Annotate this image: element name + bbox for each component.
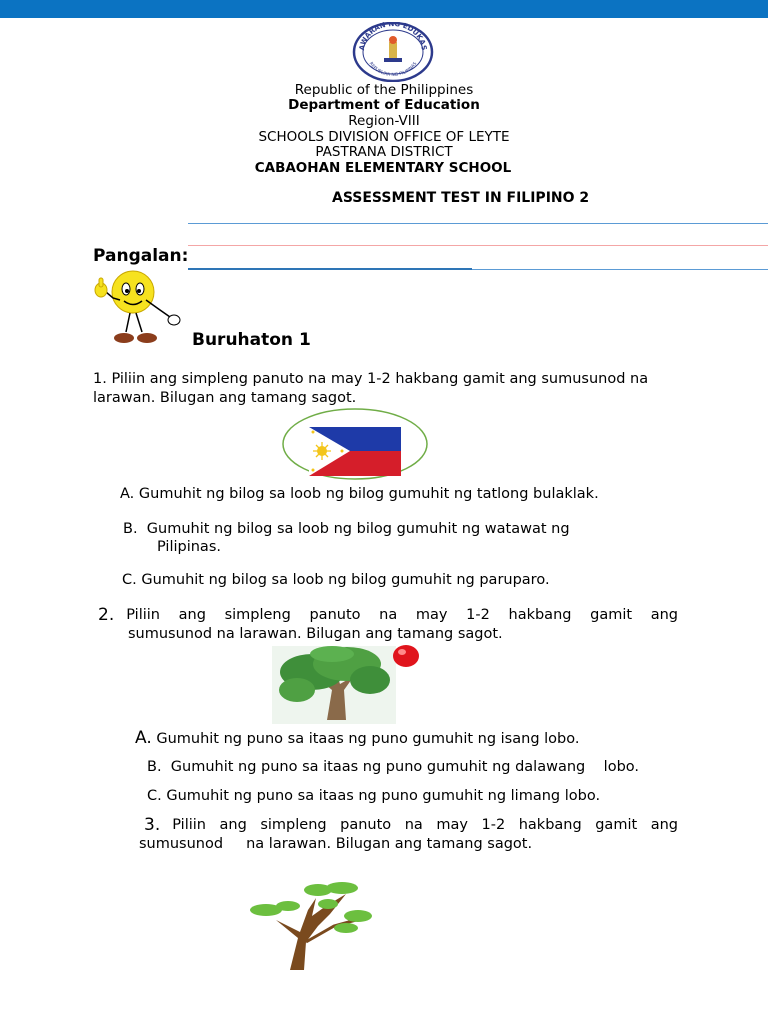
option-letter: B. (123, 521, 138, 537)
question-1 (93, 370, 678, 408)
red-rule (188, 245, 768, 246)
question-1-option-b-continued: Pilipinas. (157, 539, 221, 555)
question-1-option-b (123, 520, 570, 539)
option-text: Gumuhit ng puno sa itaas ng puno gumuhit ng limang lobo. (166, 788, 601, 804)
option-text: Gumuhit ng puno sa itaas ng puno gumuhit ng dalawang lobo. (170, 759, 640, 775)
question-2-option-c (147, 787, 600, 806)
option-letter: A. (120, 486, 135, 502)
philippine-flag-image (282, 408, 430, 480)
question-2-number: 2. (98, 605, 115, 625)
question-2 (98, 606, 678, 644)
question-1-option-a (120, 485, 599, 504)
question-2-line-1: Piliin ang simpleng panuto na may 1-2 hakbang gamit ang (126, 607, 678, 623)
question-3-line-2: sumusunod na larawan. Bilugan ang tamang sagot. (139, 836, 533, 852)
question-2-line-2: sumusunod na larawan. Bilugan ang tamang sagot. (128, 626, 503, 642)
question-1-number: 1. (93, 371, 107, 387)
header-division: SCHOOLS DIVISION OFFICE OF LEYTE (258, 129, 510, 145)
thumbs-up-mascot-image (90, 270, 185, 350)
question-1-text: Piliin ang simpleng panuto na may 1-2 hakbang gamit ang sumusunod na larawan. Bilugan ang tamang sagot. (93, 371, 649, 406)
option-letter: C. (122, 572, 137, 588)
header-republic: Republic of the Philippines (294, 82, 474, 98)
deped-seal-logo (352, 22, 434, 82)
header-district: PASTRANA DISTRICT (315, 144, 453, 160)
question-3-line-1: Piliin ang simpleng panuto na may 1-2 hakbang gamit ang (172, 817, 678, 833)
option-text: Gumuhit ng bilog sa loob ng bilog gumuhit ng watawat ng (146, 521, 570, 537)
option-letter: B. (147, 759, 162, 775)
test-title: ASSESSMENT TEST IN FILIPINO 2 (332, 190, 590, 206)
option-letter: A. (135, 728, 152, 748)
option-text: Gumuhit ng puno sa itaas ng puno gumuhit ng isang lobo. (156, 731, 580, 747)
header-school: CABAOHAN ELEMENTARY SCHOOL (254, 160, 512, 176)
question-3-number: 3. (144, 815, 161, 835)
tree-with-balloon-image (272, 642, 424, 726)
option-text: Gumuhit ng bilog sa loob ng bilog gumuhit ng paruparo. (141, 572, 550, 588)
tree-image (246, 880, 376, 972)
question-3 (144, 816, 678, 835)
question-2-option-b (147, 758, 639, 777)
question-2-option-a (135, 729, 579, 749)
name-underline (188, 268, 472, 270)
blue-rule-1 (188, 223, 768, 224)
option-text: Gumuhit ng bilog sa loob ng bilog gumuhit ng tatlong bulaklak. (138, 486, 599, 502)
section-title: Buruhaton 1 (192, 330, 311, 350)
question-1-option-c (122, 571, 550, 590)
header-region: Region-VIII (348, 113, 420, 129)
option-letter: C. (147, 788, 162, 804)
top-bar (0, 0, 768, 18)
header-department: Department of Education (288, 97, 480, 113)
name-label: Pangalan: (93, 246, 189, 266)
seal-bottom-text: REPUBLIKA NG PILIPINAS (367, 61, 419, 78)
seal-top-text: AWARAN NG EDUKAS (357, 22, 429, 51)
